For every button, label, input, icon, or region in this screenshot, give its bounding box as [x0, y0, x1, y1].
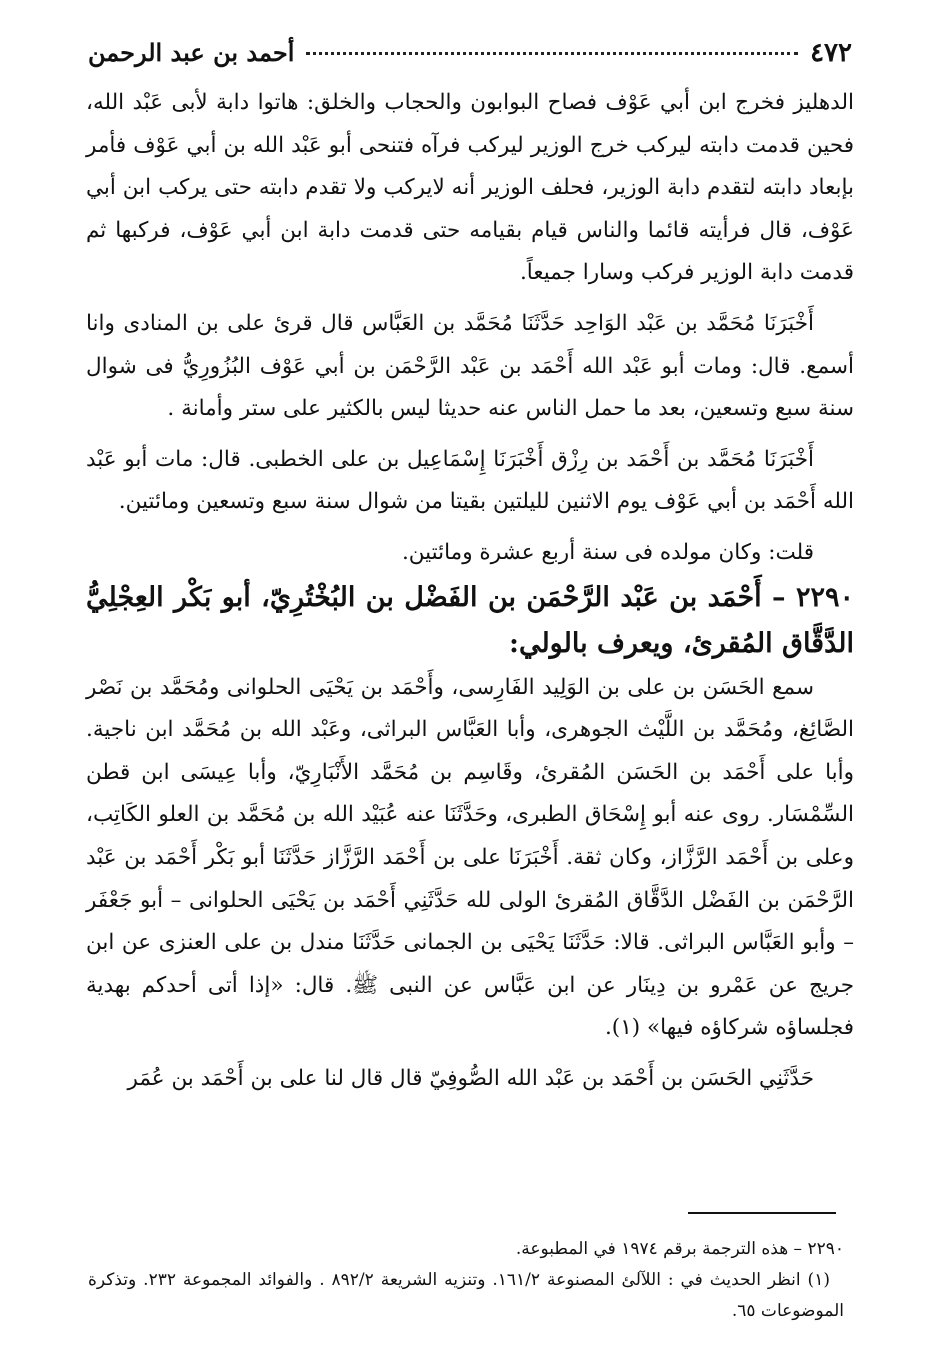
- entry-heading: ٢٢٩٠ – أَحْمَد بن عَبْد الرَّحْمَن بن الفَضْل بن البُخْتُرِيّ، أبو بَكْر العِجْلِيُّ الدَّقَّاق المُقرئ، ويعرف بالولي:: [86, 581, 854, 659]
- header-dotted-leader: [306, 52, 798, 55]
- paragraph-biography: سمع الحَسَن بن على بن الوَلِيد الفَارِسى، وأَحْمَد بن يَحْيَى الحلوانى ومُحَمَّد بن نَصْر الصَّائِغ، ومُحَمَّد بن اللَّيْث الجوهرى، وأبا العَبَّاس البراثى، وعَبْد الله بن مُحَمَّد ابن ناجية. وأبا على أَحْمَد بن الحَسَن المُقرئ، وقَاسِم بن مُحَمَّد الأَنْبَارِيّ، وأبا عِيسَى ابن قطن السِّمْسَار. روى عنه أبو إِسْحَاق الطبرى، وحَدَّثَنَا عنه عُبَيْد الله بن مُحَمَّد بن العلو الكَاتِب، وعلى بن أَحْمَد الرَّزَّاز، وكان ثقة. أَخْبَرَنَا على بن أَحْمَد الرَّزَّاز حَدَّثَنَا أبو بَكْر أَحْمَد بن عَبْد الرَّحْمَن بن الفَضْل الدَّقَّاق المُقرئ الولى لله حَدَّثَنِي أَحْمَد بن يَحْيَى الحلوانى – أبو جَعْفَر – وأبو العَبَّاس البراثى. قالا: حَدَّثَنَا يَحْيَى بن الجمانى حَدَّثَنَا مندل بن على العنزى عن ابن جريج عن عَمْرو بن دِينَار عن ابن عَبَّاس عن النبى ﷺ. قال: «إذا أتى أحدكم بهدية فجلساؤه شركاؤه فيها» (١).: [86, 674, 854, 1041]
- paragraph-continuation: الدهليز فخرج ابن أبي عَوْف فصاح البوابون والحجاب والخلق: هاتوا دابة لأبى عَبْد الله، فحين قدمت دابته ليركب خرج الوزير ليركب فرآه فتنحى أبو عَبْد الله بن أبي عَوْف فأمر بإبعاد دابته لتقدم دابة الوزير، فحلف الوزير أنه لايركب ولا تقدم دابته حتى يركب ابن أبي عَوْف، قال فرأيته قائما والناس قيام بقيامه حتى قدمت دابة ابن أبي عَوْف، فركبها ثم قدمت دابة الوزير فركب وسارا جميعاً.: [86, 90, 854, 286]
- paragraph-next-narration: حَدَّثَنِي الحَسَن بن أَحْمَد بن عَبْد الله الصُّوفِيّ قال قال لنا على بن أَحْمَد بن عُمَر: [127, 1065, 814, 1091]
- footnote-divider: [688, 1212, 836, 1214]
- footnotes: [88, 1234, 844, 1327]
- paragraph-birth-note: قلت: وكان مولده فى سنة أربع عشرة ومائتين.: [401, 539, 814, 565]
- footnote-entry: ٢٢٩٠ – هذه الترجمة برقم ١٩٧٤ في المطبوعة.: [515, 1239, 844, 1259]
- paragraph-death-report-1: أَخْبَرَنَا مُحَمَّد بن عَبْد الوَاحِد حَدَّثَنَا مُحَمَّد بن العَبَّاس قال قرئ على بن المنادى وانا أسمع. قال: ومات أبو عَبْد الله أَحْمَد بن عَبْد الرَّحْمَن بن أبي عَوْف البُزُورِيُّ فى شوال سنة سبع وتسعين، بعد ما حمل الناس عنه حديثا ليس بالكثير على ستر وأمانة .: [86, 310, 854, 422]
- page-number: ٤٧٢: [810, 38, 852, 68]
- page-header: [88, 38, 852, 68]
- page-body: [86, 82, 854, 1100]
- footnote-1: (١) انظر الحديث في : اللآلئ المصنوعة ١٦١/٢. وتنزيه الشريعة ٨٩٢/٢ . والفوائد المجموعة ٢٣٢. وتذكرة الموضوعات ٦٥.: [88, 1270, 844, 1321]
- running-title: أحمد بن عبد الرحمن: [88, 38, 295, 67]
- paragraph-death-report-2: أَخْبَرَنَا مُحَمَّد بن أَحْمَد بن رِزْق أَخْبَرَنَا إِسْمَاعِيل بن على الخطبى. قال: مات أبو عَبْد الله أَحْمَد بن أبي عَوْف يوم الاثنين لليلتين بقيتا من شوال سنة سبع وتسعين ومائتين.: [86, 446, 854, 515]
